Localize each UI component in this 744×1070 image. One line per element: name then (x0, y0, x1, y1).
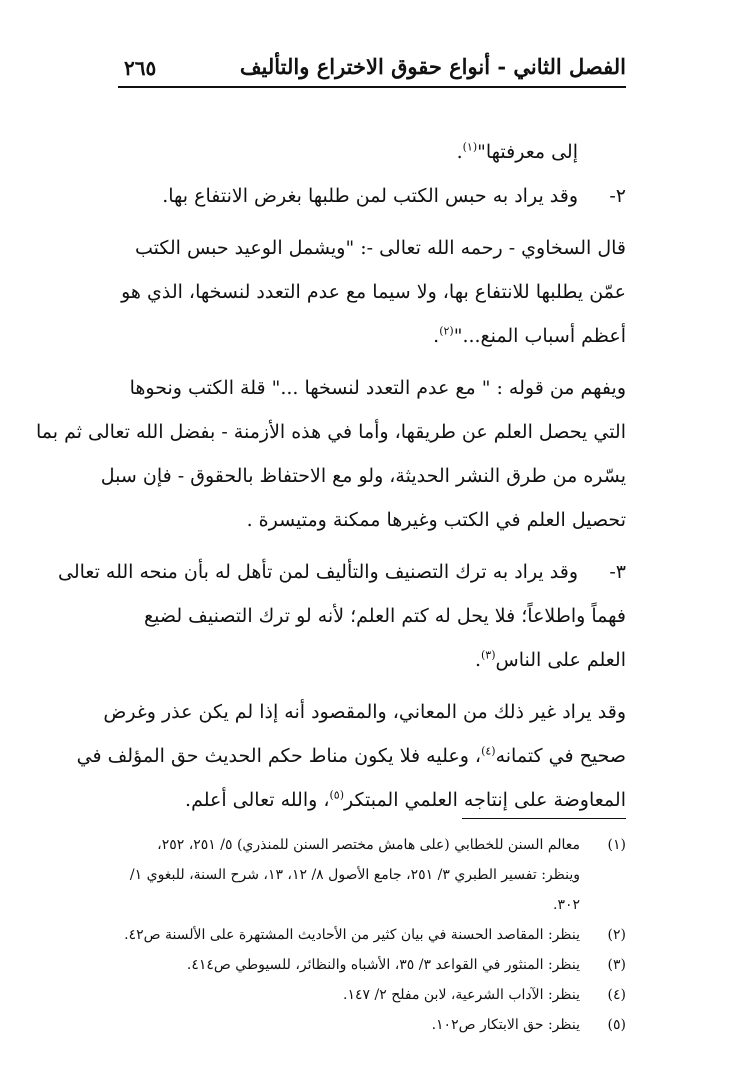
text-segment: ، وعليه فلا يكون مناط حكم الحديث حق المؤلف في (76, 745, 482, 767)
running-header (118, 52, 626, 88)
text-line: وقد يراد غير ذلك من المعاني، والمقصود أنه إذا لم يكن عذر وغرض (103, 701, 626, 723)
footnote-number: (٢) (607, 927, 626, 943)
footnote-number: (١) (607, 837, 626, 853)
text-line: تحصيل العلم في الكتب وغيرها ممكنة ومتيسرة . (246, 509, 626, 531)
text-segment: ، والله تعالى أعلم. (185, 789, 330, 811)
item-number: ٣- (609, 561, 626, 583)
footnote-item (118, 980, 626, 1010)
item-first-line (58, 550, 626, 594)
list-item-2 (118, 174, 626, 218)
footnote-text: ينظر: المقاصد الحسنة في بيان كثير من الأحاديث المشتهرة على الألسنة ص٤٢. (124, 927, 580, 943)
text-line: عمّن يطلبها للانتفاع بها، ولا سيما مع عدم التعدد لنسخها، الذي هو (121, 281, 626, 303)
footnote-item (118, 920, 626, 950)
footnote-number: (٣) (607, 957, 626, 973)
page-number: ٢٦٥ (124, 56, 157, 80)
item-text: وقد يراد به حبس الكتب لمن طلبها بغرض الانتفاع بها. (162, 185, 578, 207)
item-number: ٢- (609, 185, 626, 207)
text-segment: المعاوضة على إنتاجه العلمي المبتكر (344, 789, 626, 811)
punctuation: . (456, 141, 463, 163)
footnote-ref[interactable]: (٥) (329, 788, 344, 802)
item-text: وقد يراد به ترك التصنيف والتأليف لمن تأهل له بأن منحه الله تعالى (58, 561, 578, 583)
footnote-text: ينظر: المنثور في القواعد ٣/ ٣٥، الأشباه والنظائر، للسيوطي ص٤١٤. (186, 957, 580, 973)
text-line: فهماً واطلاعاً؛ فلا يحل له كتم العلم؛ لأنه لو ترك التصنيف لضيع (144, 605, 626, 627)
chapter-title: الفصل الثاني - أنواع حقوق الاختراع والتأليف (239, 54, 626, 79)
footnote-item (118, 950, 626, 980)
text-segment: أعظم أسباب المنع..." (453, 325, 626, 347)
text-line (76, 734, 626, 778)
text-line: ويفهم من قوله : " مع عدم التعدد لنسخها ..." قلة الكتب ونحوها (129, 377, 626, 399)
punctuation: . (474, 649, 481, 671)
paragraph-1 (118, 130, 626, 174)
text-segment: العلم على الناس (495, 649, 626, 671)
footnote-separator (462, 818, 626, 819)
main-text (35, 130, 626, 822)
footnote-item (118, 1010, 626, 1040)
text-line: قال السخاوي - رحمه الله تعالى -: "ويشمل الوعيد حبس الكتب (134, 237, 626, 259)
paragraph-2 (118, 226, 626, 358)
footnote-text: معالم السنن للخطابي (على هامش مختصر السنن للمنذري) ٥/ ٢٥١، ٢٥٢، وينظر: تفسير الطبري ٣/ ٢٥١، جامع الأصول ٨/ ١٢، ١٣، شرح السنة، للبغوي ١/ ٣٠٢. (129, 837, 580, 913)
text-line (118, 778, 626, 822)
footnote-text: ينظر: حق الابتكار ص١٠٢. (431, 1017, 580, 1033)
footnote-ref[interactable]: (٣) (480, 648, 496, 662)
text-line: التي يحصل العلم عن طريقها، وأما في هذه الأزمنة - بفضل الله تعالى ثم بما (35, 421, 626, 443)
footnote-ref[interactable]: (١) (462, 140, 478, 154)
footnote-text: ينظر: الآداب الشرعية، لابن مفلح ٢/ ١٤٧. (343, 987, 580, 1003)
footnote-number: (٥) (607, 1017, 626, 1033)
text-line (118, 314, 626, 358)
footnote-ref[interactable]: (٤) (481, 744, 496, 758)
text-line (118, 638, 626, 682)
footnotes (118, 830, 626, 1040)
punctuation: . (433, 325, 440, 347)
paragraph-4 (76, 690, 626, 822)
list-item-3 (58, 550, 626, 682)
footnote-number: (٤) (607, 987, 626, 1003)
footnote-item (118, 830, 626, 920)
text-line: إلى معرفتها" (477, 141, 578, 163)
footnote-ref[interactable]: (٢) (439, 324, 454, 338)
paragraph-3 (35, 366, 626, 542)
text-segment: صحيح في كتمانه (495, 745, 626, 767)
text-line: يسّره من طرق النشر الحديثة، ولو مع الاحتفاظ بالحقوق - فإن سبل (100, 465, 626, 487)
